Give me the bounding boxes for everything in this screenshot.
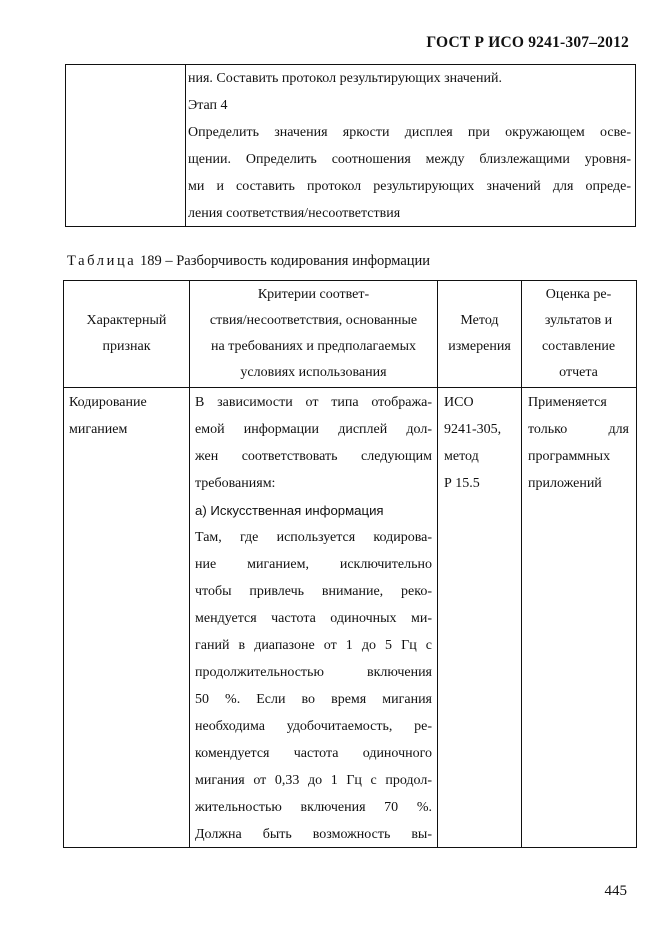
header-line: зультатов и (544, 313, 613, 328)
cell-method (444, 389, 518, 497)
cell-evaluation (528, 389, 629, 497)
cell-line: мендуется частота одиночных ми- (195, 611, 432, 626)
caption-label: Таблица (67, 253, 137, 269)
header-line: на требованиях и предполагаемых (211, 339, 416, 354)
cell-line: приложений (528, 476, 602, 491)
cell-line: программных (528, 449, 611, 464)
text-line: ления соответствия/несоответствия (188, 206, 401, 221)
cell-line: Там, где используется кодирова- (195, 530, 432, 545)
document-header: ГОСТ Р ИСО 9241-307–2012 (426, 34, 629, 51)
header-line: Оценка ре- (545, 287, 612, 302)
cell-line: Р 15.5 (444, 476, 480, 491)
cell-line: комендуется частота одиночного (195, 746, 432, 761)
cell-line: продолжительностью включения (195, 665, 432, 680)
header-line: Критерии соответ- (257, 287, 370, 302)
cell-line: метод (444, 449, 479, 464)
cell-line: Кодирование (69, 395, 147, 410)
cell-line: необходима удобочитаемость, ре- (195, 719, 432, 734)
header-evaluation (522, 281, 635, 387)
page-number: 445 (604, 883, 627, 899)
header-line: измерения (448, 339, 511, 354)
cell-line: мигания от 0,33 до 1 Гц с продол- (195, 773, 432, 788)
caption-text: 189 – Разборчивость кодирования информации (139, 253, 431, 269)
cell-line: жительностью включения 70 %. (195, 800, 432, 815)
header-line: условиях использования (240, 365, 387, 380)
cell-feature (69, 389, 185, 443)
cell-criteria (195, 389, 432, 848)
header-line: отчета (559, 365, 598, 380)
cell-line: требованиям: (195, 476, 276, 491)
cell-line: ганий в диапазоне от 1 до 5 Гц с (195, 638, 432, 653)
previous-table-continuation (65, 64, 636, 227)
text-line: ми и составить протокол результирующих значений для опреде- (188, 179, 631, 194)
text-line: Определить значения яркости дисплея при окружающем осве- (188, 125, 631, 140)
cell-line: только для (528, 422, 629, 437)
previous-table-text (188, 65, 631, 227)
header-method (438, 281, 521, 387)
cell-line: В зависимости от типа отобража- (195, 395, 432, 410)
cell-line: 50 %. Если во время мигания (195, 692, 432, 707)
cell-line: ние миганием, исключительно (195, 557, 432, 572)
header-line: ствия/несоответствия, основанные (209, 313, 418, 328)
text-line: Этап 4 (188, 98, 228, 113)
cell-line: чтобы привлечь внимание, реко- (195, 584, 432, 599)
table-caption (67, 253, 430, 270)
header-line: признак (102, 339, 151, 354)
cell-line: емой информации дисплей дол- (195, 422, 432, 437)
cell-line: жен соответствовать следующим (195, 449, 432, 464)
table-189 (63, 280, 637, 848)
cell-line: Должна быть возможность вы- (195, 827, 432, 842)
header-line: Метод (460, 313, 499, 328)
header-divider (64, 387, 636, 388)
text-line: ния. Составить протокол результирующих значений. (188, 71, 502, 86)
header-line: Характерный (86, 313, 167, 328)
header-criteria (190, 281, 437, 387)
cell-line: Применяется (528, 395, 607, 410)
cell-line: 9241-305, (444, 422, 502, 437)
cell-line: ИСО (444, 395, 474, 410)
header-feature (64, 281, 189, 387)
cell-line: миганием (69, 422, 128, 437)
header-line: составление (541, 339, 616, 354)
text-line: щении. Определить соотношения между близлежащими уровня- (188, 152, 631, 167)
cell-line: а) Искусственная информация (195, 503, 384, 518)
column-divider (185, 65, 186, 226)
